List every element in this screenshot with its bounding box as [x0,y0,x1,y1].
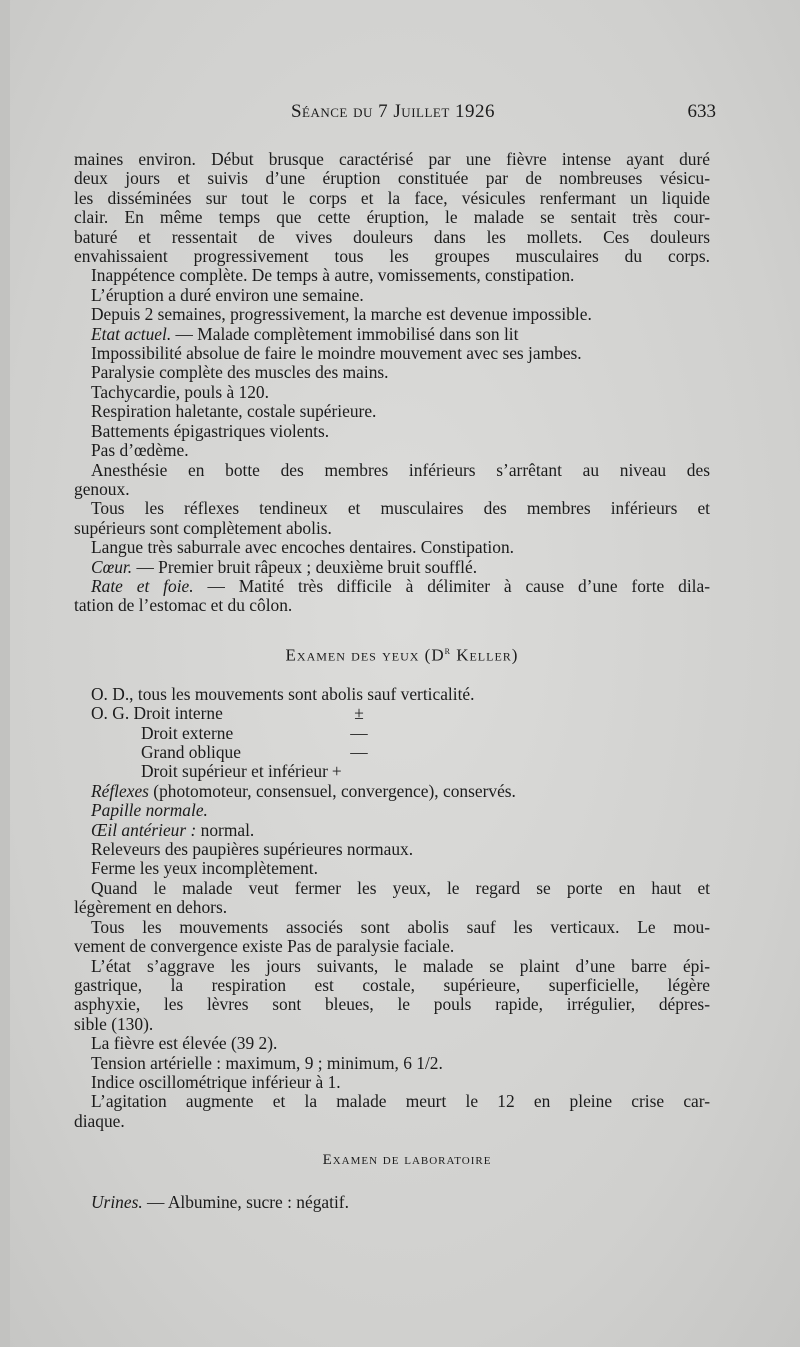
line-fievre: La fièvre est élevée (39 2). [91,1034,278,1054]
etat-actuel-label: Etat actuel. [91,324,172,344]
text-line: gastrique, la respiration est costale, supérieure, superficielle, légère [74,975,710,995]
page-gutter-shadow [0,0,10,1347]
eye-row-symbol: — [350,742,368,763]
line-urines: Urines. — Albumine, sucre : négatif. [91,1192,349,1212]
text-line: deux jours et suivis d’une éruption constituée par de nombreuses vésicu- [74,169,710,189]
text-line: Tous les réflexes tendineux et musculaires des membres inférieurs et [91,499,710,519]
text-line: L’état s’aggrave les jours suivants, le malade se plaint d’une barre épi- [91,956,710,976]
line-releveurs: Releveurs des paupières supérieures normaux. [91,840,414,860]
line-paralysie: Paralysie complète des muscles des mains. [91,363,389,383]
eye-row [74,743,710,762]
eye-row-symbol: — [350,722,368,743]
line-od: O. D., tous les mouvements sont abolis sauf verticalité. [91,684,475,704]
text-line: tation de l’estomac et du côlon. [74,596,293,616]
eye-row [74,724,710,743]
line-indice: Indice oscillométrique inférieur à 1. [91,1072,341,1092]
body-text [74,150,710,1212]
line-rate-foie: Rate et foie. — Matité très difficile à délimiter à cause d’une forte dila- [91,576,710,596]
eye-row-label: Droit supérieur et inférieur [141,761,328,782]
line-tachycardie: Tachycardie, pouls à 120. [91,382,269,402]
line-etat-actuel: Etat actuel. — Malade complètement immobilisé dans son lit [91,324,519,344]
line-inappetence: Inappétence complète. De temps à autre, vomissements, constipation. [91,266,575,286]
line-papille: Papille normale. [91,801,208,821]
eye-row-symbol: + [331,761,342,782]
line-battements: Battements épigastriques violents. [91,421,330,441]
paragraph-history [74,150,710,266]
coeur-label: Cœur. [91,557,133,577]
running-header [70,101,716,127]
text-line: maines environ. Début brusque caractérisé par une fièvre intense ayant duré [74,150,710,169]
eye-row-symbol: ± [354,703,364,724]
section-heading-examen-yeux: Examen des yeux ($D^r$ Keller) [285,644,519,665]
line-eruption: L’éruption a duré environ une semaine. [91,285,364,305]
oeil-label: Œil antérieur : [91,820,197,840]
line-langue: Langue très saburrale avec encoches dentaires. Constipation. [91,538,515,558]
text-line: asphyxie, les lèvres sont bleues, le pouls rapide, irrégulier, dépres- [74,995,710,1015]
line-respiration: Respiration haletante, costale supérieure. [91,402,377,422]
text-line: les disséminées sur tout le corps et la face, vésicules renfermant un liquide [74,188,710,208]
line-oedeme: Pas d’œdème. [91,441,189,461]
text-line: légèrement en dehors. [74,898,228,918]
text-line: Quand le malade veut fermer les yeux, le regard se porte en haut et [91,878,710,898]
line-coeur: Cœur. — Premier bruit râpeux ; deuxième bruit soufflé. [91,557,478,577]
text-line: Anesthésie en botte des membres inférieurs s’arrêtant au niveau des [91,460,710,480]
eye-row [74,704,710,723]
line-oeil: Œil antérieur : normal. [91,820,255,840]
eye-row-label: O. G. Droit interne [91,703,223,724]
text-line: genoux. [74,479,130,499]
text-line: clair. En même temps que cette éruption, le malade se sentait très cour- [74,208,710,228]
line-reflexes: Réflexes (photomoteur, consensuel, convergence), conservés. [91,781,516,801]
text-line: Tous les mouvements associés sont abolis sauf les verticaux. Le mou- [91,917,710,937]
page-number: 633 [687,101,716,122]
rate-label: Rate et foie. [91,576,194,596]
eye-row [74,762,710,781]
text-line: baturé et ressentait de vives douleurs dans les mollets. Ces douleurs [74,227,710,247]
eye-row-label: Droit externe [141,722,234,743]
text-line: supérieurs sont complètement abolis. [74,518,332,538]
text-line: diaque. [74,1111,125,1131]
line-ferme: Ferme les yeux incomplètement. [91,859,318,879]
eye-row-label: Grand oblique [141,742,241,763]
text-line: envahissaient progressivement tous les groupes musculaires du corps. [74,247,710,267]
line-tension: Tension artérielle : maximum, 9 ; minimum, 6 1/2. [91,1053,443,1073]
text-line: sible (130). [74,1014,154,1034]
text-line: vement de convergence existe Pas de paralysie faciale. [74,937,455,957]
text-line: L’agitation augmente et la malade meurt le 12 en pleine crise car- [91,1092,710,1112]
section-heading-examen-laboratoire: Examen de laboratoire [322,1152,492,1169]
line-impossibilite: Impossibilité absolue de faire le moindre mouvement avec ses jambes. [91,344,582,364]
running-title: Séance du 7 Juillet 1926 [290,101,496,122]
urines-label: Urines. [91,1192,143,1212]
line-depuis: Depuis 2 semaines, progressivement, la marche est devenue impossible. [91,305,592,325]
reflexes-label: Réflexes [91,781,149,801]
